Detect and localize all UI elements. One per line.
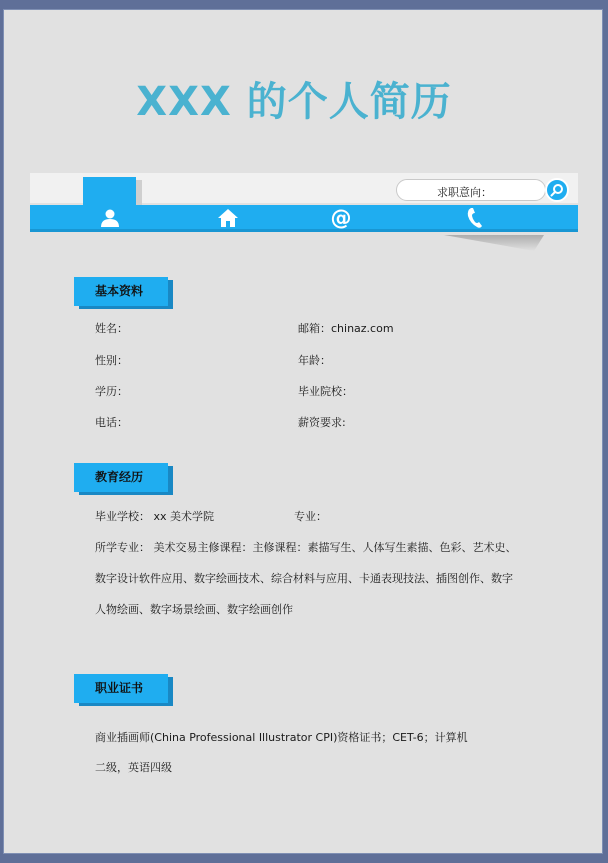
home-icon[interactable] (215, 206, 241, 230)
certificate-line-1: 商业插画师(China Professional Illustrator CPI)资格证书；CET-6；计算机 (95, 731, 468, 744)
gender-field: 性别： (95, 354, 128, 367)
courses-line-2: 数字设计软件应用、数字绘画技术、综合材料与应用、卡通表现技法、插图创作、数字 (95, 572, 513, 585)
basic-info-heading (74, 277, 168, 306)
at-icon[interactable] (328, 206, 354, 230)
job-intention-field[interactable] (396, 179, 546, 201)
job-intention-label: 求职意向： (437, 186, 492, 199)
nav-tab-shadow (136, 180, 142, 206)
school-field: 毕业院校： (298, 385, 353, 398)
salary-field: 薪资要求: (298, 416, 346, 429)
resume-title: XXX 的个人简历 (136, 79, 452, 125)
email-field: 邮箱：chinaz.com (298, 322, 394, 335)
search-button[interactable] (545, 178, 569, 202)
certificate-line-2: 二级，英语四级 (95, 761, 172, 774)
phone-field: 电话： (95, 416, 128, 429)
education-heading (74, 463, 168, 492)
heading-label: 教育经历 (74, 463, 168, 492)
graduated-school-field: 毕业学校： xx 美术学院 (95, 510, 215, 523)
age-field: 年龄： (298, 354, 331, 367)
phone-icon[interactable] (463, 206, 489, 230)
resume-page (3, 9, 603, 854)
nav-shadow (444, 235, 544, 251)
nav-tab-active[interactable] (83, 177, 136, 207)
search-icon (550, 183, 564, 197)
heading-label: 职业证书 (74, 674, 168, 703)
courses-line-3: 人物绘画、数字场景绘画、数字绘画创作 (95, 603, 293, 616)
heading-label: 基本资料 (74, 277, 168, 306)
major-field: 专业： (294, 510, 327, 523)
svg-text:@: @ (330, 207, 352, 229)
name-field: 姓名： (95, 322, 128, 335)
courses-line-1: 所学专业： 美术交易主修课程：主修课程：素描写生、人体写生素描、色彩、艺术史、 (95, 541, 517, 554)
certificate-heading (74, 674, 168, 703)
user-icon[interactable] (97, 206, 123, 230)
education-field: 学历： (95, 385, 128, 398)
